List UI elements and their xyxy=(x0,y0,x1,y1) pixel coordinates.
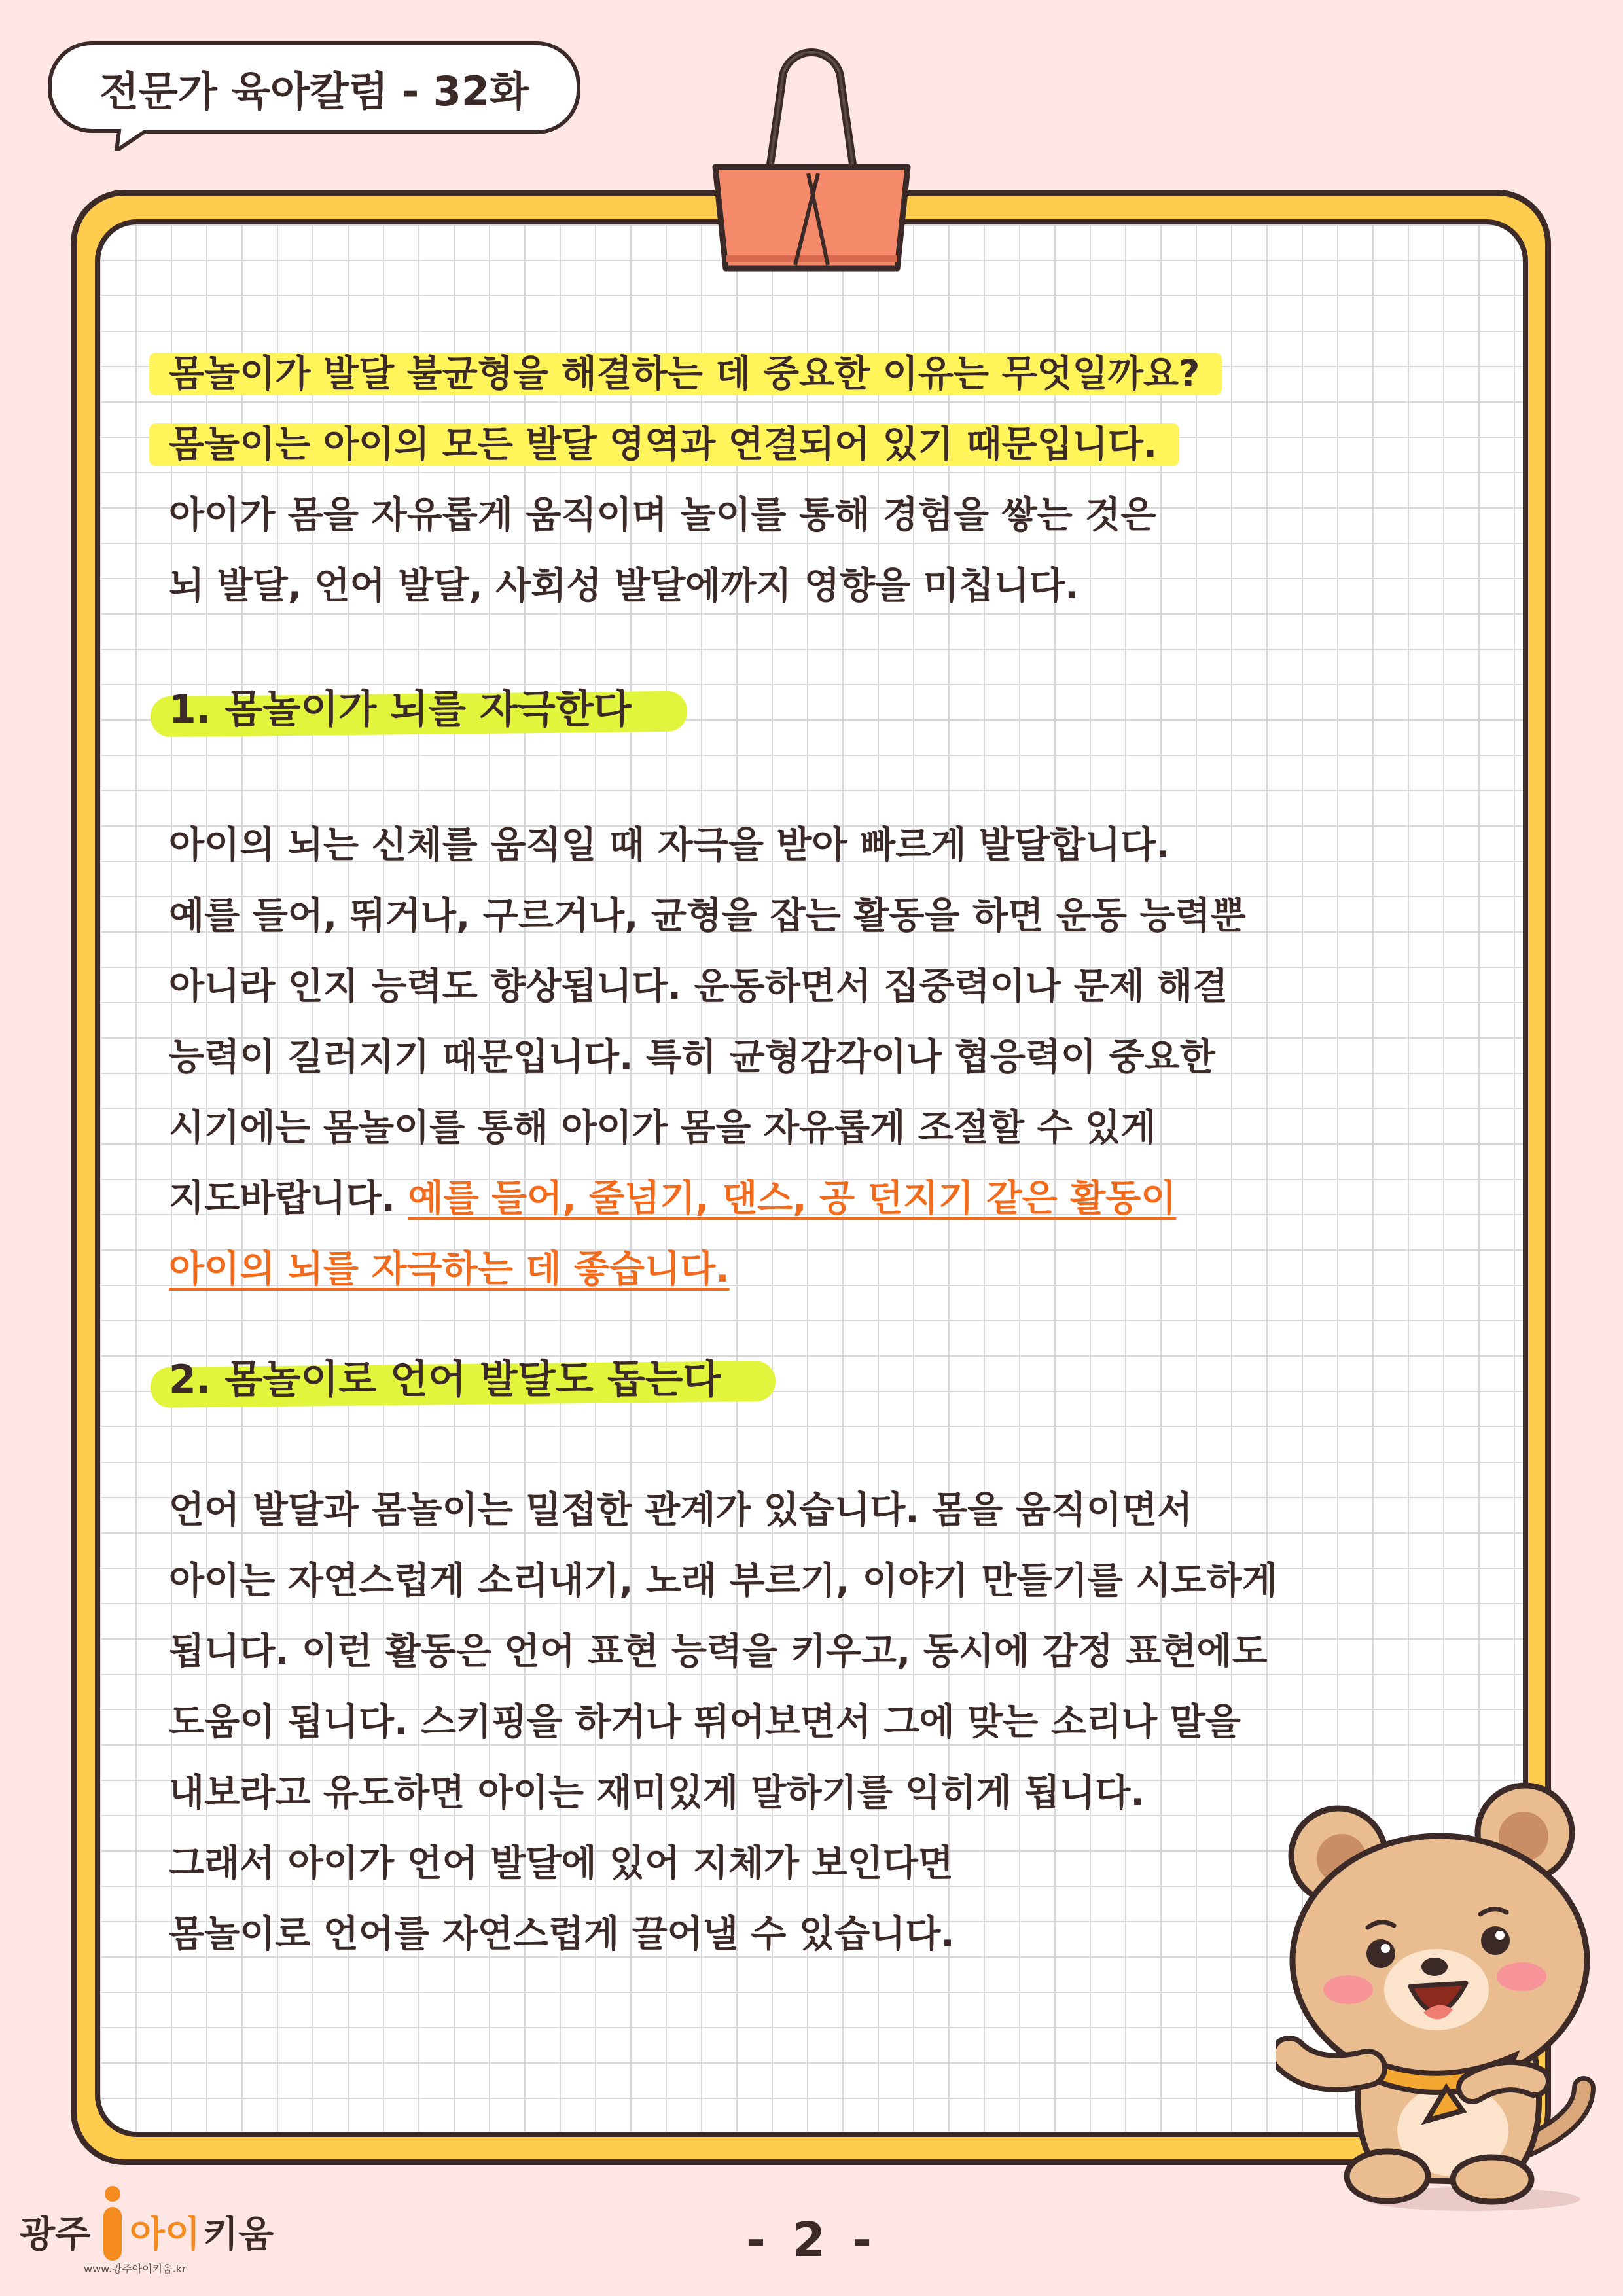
section1-paragraph xyxy=(169,810,1246,1305)
intro-line-2: 몸놀이는 아이의 모든 발달 영역과 연결되어 있기 때문입니다. xyxy=(149,423,1179,466)
section2-heading xyxy=(157,1355,721,1405)
page-number: - 2 - xyxy=(746,2212,877,2267)
logo-text-ai: 아이 xyxy=(130,2214,201,2256)
intro-line-1: 몸놀이가 발달 불균형을 해결하는 데 중요한 이유는 무엇일까요? xyxy=(149,353,1222,395)
logo-i-mark-icon xyxy=(99,2185,126,2263)
logo-url: www.광주아이키움.kr xyxy=(84,2263,187,2275)
gwangju-aikium-logo xyxy=(13,2173,288,2284)
binder-clip-icon xyxy=(710,43,913,278)
section2-line-4: 도움이 됩니다. 스키핑을 하거나 뛰어보면서 그에 맞는 소리나 말을 xyxy=(169,1701,1241,1744)
section2-paragraph xyxy=(169,1475,1277,1970)
intro-paragraph xyxy=(169,339,1222,622)
logo-text-gwangju: 광주 xyxy=(20,2214,91,2256)
section1-line-1: 아이의 뇌는 신체를 움직일 때 자극을 받아 빠르게 발달합니다. xyxy=(169,824,1170,867)
section1-heading-text: 1. 몸놀이가 뇌를 자극한다 xyxy=(169,687,632,732)
section2-line-6: 그래서 아이가 언어 발달에 있어 지체가 보인다면 xyxy=(169,1842,954,1885)
section2-heading-text: 2. 몸놀이로 언어 발달도 돕는다 xyxy=(169,1357,721,1403)
logo-text-kium: 키움 xyxy=(203,2214,274,2256)
section2-line-3: 됩니다. 이런 활동은 언어 표현 능력을 키우고, 동시에 감정 표현에도 xyxy=(169,1630,1268,1673)
section1-line-5: 시기에는 몸놀이를 통해 아이가 몸을 자유롭게 조절할 수 있게 xyxy=(169,1107,1156,1149)
section2-line-5: 내보라고 유도하면 아이는 재미있게 말하기를 익히게 됩니다. xyxy=(169,1772,1145,1814)
section2-line-2: 아이는 자연스럽게 소리내기, 노래 부르기, 이야기 만들기를 시도하게 xyxy=(169,1560,1277,1602)
section2-line-1: 언어 발달과 몸놀이는 밀접한 관계가 있습니다. 몸을 움직이면서 xyxy=(169,1489,1193,1532)
section1-line-2: 예를 들어, 뛰거나, 구르거나, 균형을 잡는 활동을 하면 운동 능력뿐 xyxy=(169,895,1246,937)
section2-line-7: 몸놀이로 언어를 자연스럽게 끌어낼 수 있습니다. xyxy=(169,1913,955,1956)
section1-line-7-emphasis: 아이의 뇌를 자극하는 데 좋습니다. xyxy=(169,1248,730,1291)
column-title: 전문가 육아칼럼 - 32화 xyxy=(99,67,529,115)
section1-line-3: 아니라 인지 능력도 향상됩니다. 운동하면서 집중력이나 문제 해결 xyxy=(169,965,1228,1008)
section1-line-6-emphasis: 예를 들어, 줄넘기, 댄스, 공 던지기 같은 활동이 xyxy=(408,1177,1177,1220)
intro-line-4: 뇌 발달, 언어 발달, 사회성 발달에까지 영향을 미칩니다. xyxy=(169,565,1079,607)
section1-line-4: 능력이 길러지기 때문입니다. 특히 균형감각이나 협응력이 중요한 xyxy=(169,1036,1215,1079)
section1-heading xyxy=(157,685,632,734)
section1-line-6-plain: 지도바랍니다. xyxy=(169,1177,408,1220)
quokka-mascot-icon xyxy=(1276,1780,1603,2212)
intro-line-3: 아이가 몸을 자유롭게 움직이며 놀이를 통해 경험을 쌓는 것은 xyxy=(169,494,1156,537)
column-title-bubble xyxy=(46,39,582,136)
